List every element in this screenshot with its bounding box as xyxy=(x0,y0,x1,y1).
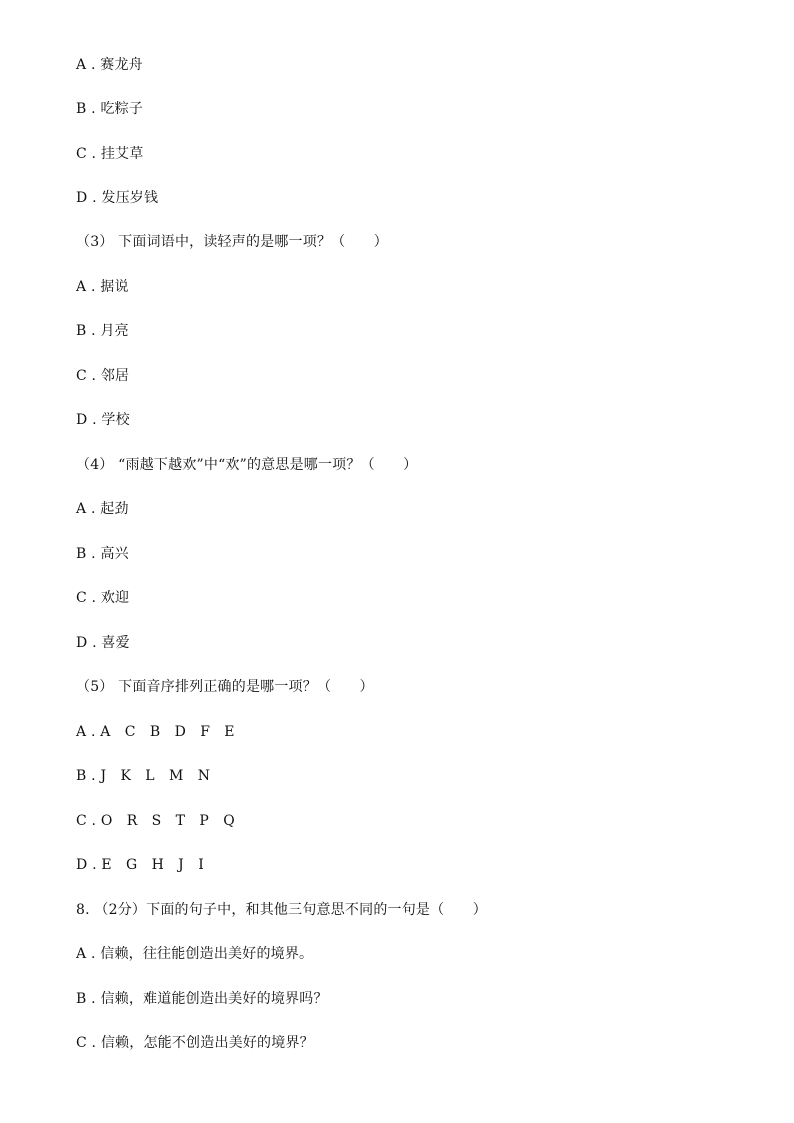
option-line: B . 月亮 xyxy=(76,323,129,339)
option-line: A . 赛龙舟 xyxy=(76,57,143,73)
option-line: B . J K L M N xyxy=(76,768,211,784)
option-line: C . 信赖，怎能不创造出美好的境界？ xyxy=(76,1035,314,1051)
option-line: C . 邻居 xyxy=(76,368,130,384)
option-line: C . O R S T P Q xyxy=(76,813,235,829)
option-line: B . 吃粽子 xyxy=(76,101,144,117)
option-line: A . A C B D F E xyxy=(76,724,235,740)
question-stem: 8. （2分）下面的句子中，和其他三句意思不同的一句是（ ） xyxy=(76,902,487,918)
option-line: C . 挂艾草 xyxy=(76,146,144,162)
question-stem: （5） 下面音序排列正确的是哪一项？（ ） xyxy=(76,679,374,695)
option-line: C . 欢迎 xyxy=(76,590,130,606)
question-stem: （3） 下面词语中，读轻声的是哪一项？（ ） xyxy=(76,234,388,250)
option-line: A . 据说 xyxy=(76,279,129,295)
option-line: A . 信赖，往往能创造出美好的境界。 xyxy=(76,946,314,962)
option-line: D . 发压岁钱 xyxy=(76,190,159,206)
option-line: D . E G H J I xyxy=(76,857,204,873)
option-line: B . 信赖，难道能创造出美好的境界吗？ xyxy=(76,991,328,1007)
option-line: D . 喜爱 xyxy=(76,635,130,651)
option-line: A . 起劲 xyxy=(76,501,129,517)
question-stem: （4） “雨越下越欢”中“欢”的意思是哪一项？（ ） xyxy=(76,457,418,473)
option-line: D . 学校 xyxy=(76,412,130,428)
option-line: B . 高兴 xyxy=(76,546,129,562)
